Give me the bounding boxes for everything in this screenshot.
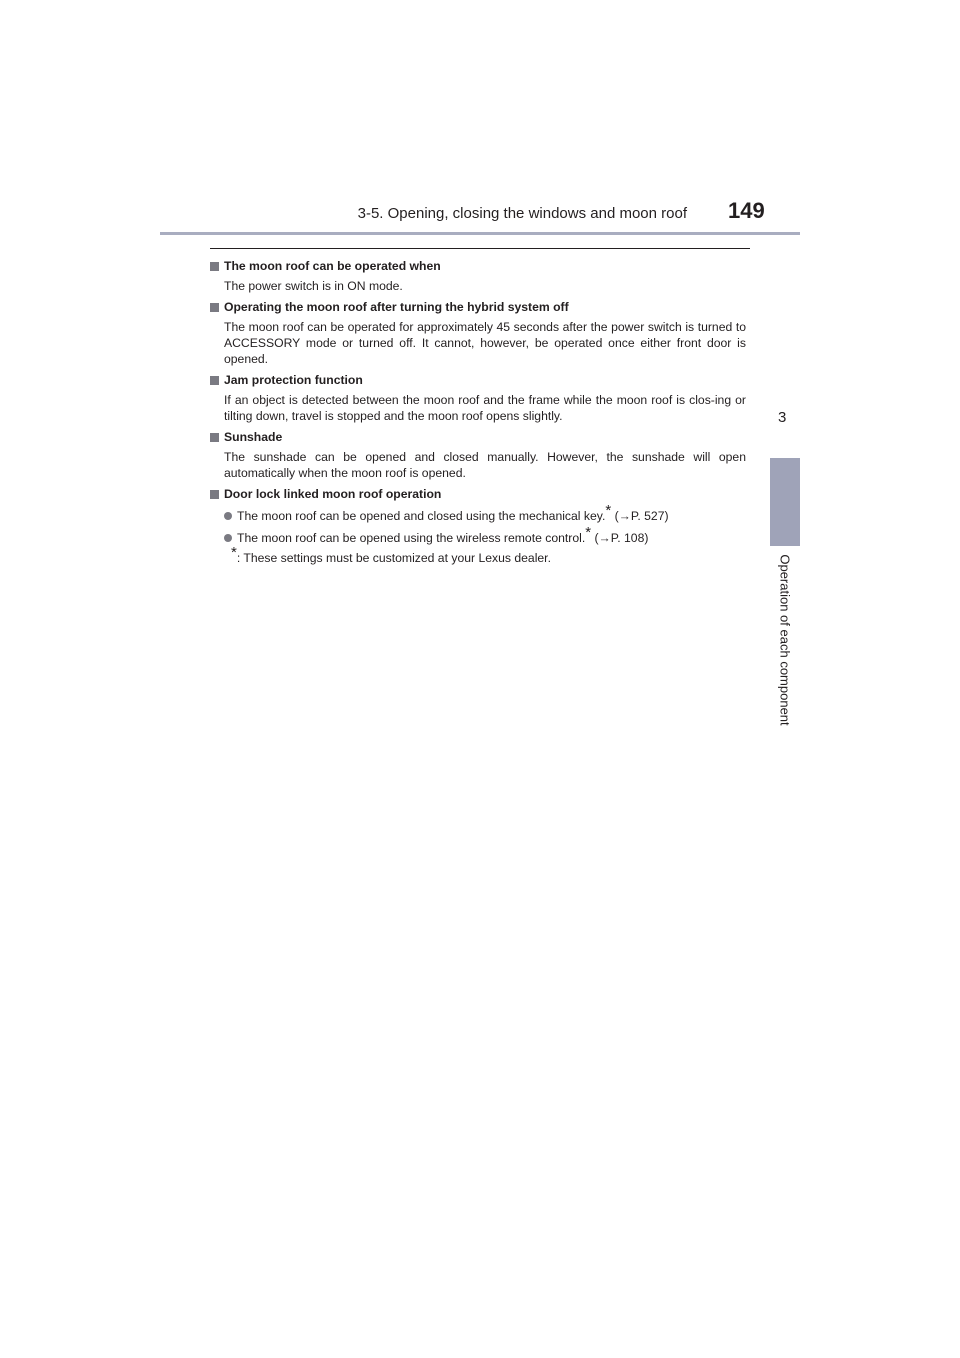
- square-bullet-icon: [210, 303, 219, 312]
- circle-bullet-icon: [224, 512, 232, 520]
- chapter-title: Operation of each component: [777, 554, 793, 726]
- circle-bullet-icon: [224, 534, 232, 542]
- section-title: The moon roof can be operated when: [224, 259, 441, 273]
- square-bullet-icon: [210, 433, 219, 442]
- square-bullet-icon: [210, 490, 219, 499]
- section-jam-protection: [210, 372, 746, 424]
- section-body: The sunshade can be opened and closed manually. However, the sunshade will open automatically when the moon roof is opened.: [224, 450, 746, 480]
- section-sunshade: [210, 429, 746, 481]
- footnote: *: These settings must be customized at your Lexus dealer.: [231, 543, 551, 565]
- section-title: Sunshade: [224, 430, 283, 444]
- section-body: If an object is detected between the moon roof and the frame while the moon roof is clos-ing or tilting down, travel is stopped and the moon roof opens slightly.: [224, 393, 746, 423]
- page-content: [210, 258, 746, 571]
- section-title: Operating the moon roof after turning the hybrid system off: [224, 300, 569, 314]
- section-body: The moon roof can be operated for approximately 45 seconds after the power switch is turned to ACCESSORY mode or turned off. It cannot, however, be operated once either front door is opened.: [224, 320, 746, 366]
- section-title: Door lock linked moon roof operation: [224, 487, 442, 501]
- section-title: Jam protection function: [224, 373, 363, 387]
- footnote-star: *: [585, 523, 592, 541]
- square-bullet-icon: [210, 262, 219, 271]
- square-bullet-icon: [210, 376, 219, 385]
- chapter-number: 3: [778, 409, 787, 426]
- page-reference: (→P. 108): [591, 531, 649, 545]
- content-rule: [210, 248, 750, 249]
- section-operated-when: [210, 258, 746, 294]
- header-rule: [160, 232, 800, 235]
- page-reference: (→P. 527): [611, 509, 669, 523]
- list-item: The moon roof can be opened using the wireless remote control.* (→P. 108): [210, 530, 746, 546]
- list-item: The moon roof can be opened and closed using the mechanical key.* (→P. 527): [210, 508, 746, 524]
- section-body: The power switch is in ON mode.: [224, 279, 403, 293]
- chapter-tab: [770, 458, 800, 546]
- section-door-lock: [210, 486, 746, 566]
- header-section-title: 3-5. Opening, closing the windows and moon roof: [357, 205, 687, 222]
- footnote-star: *: [605, 501, 612, 519]
- section-after-hybrid-off: [210, 299, 746, 367]
- page-number: 149: [728, 198, 765, 223]
